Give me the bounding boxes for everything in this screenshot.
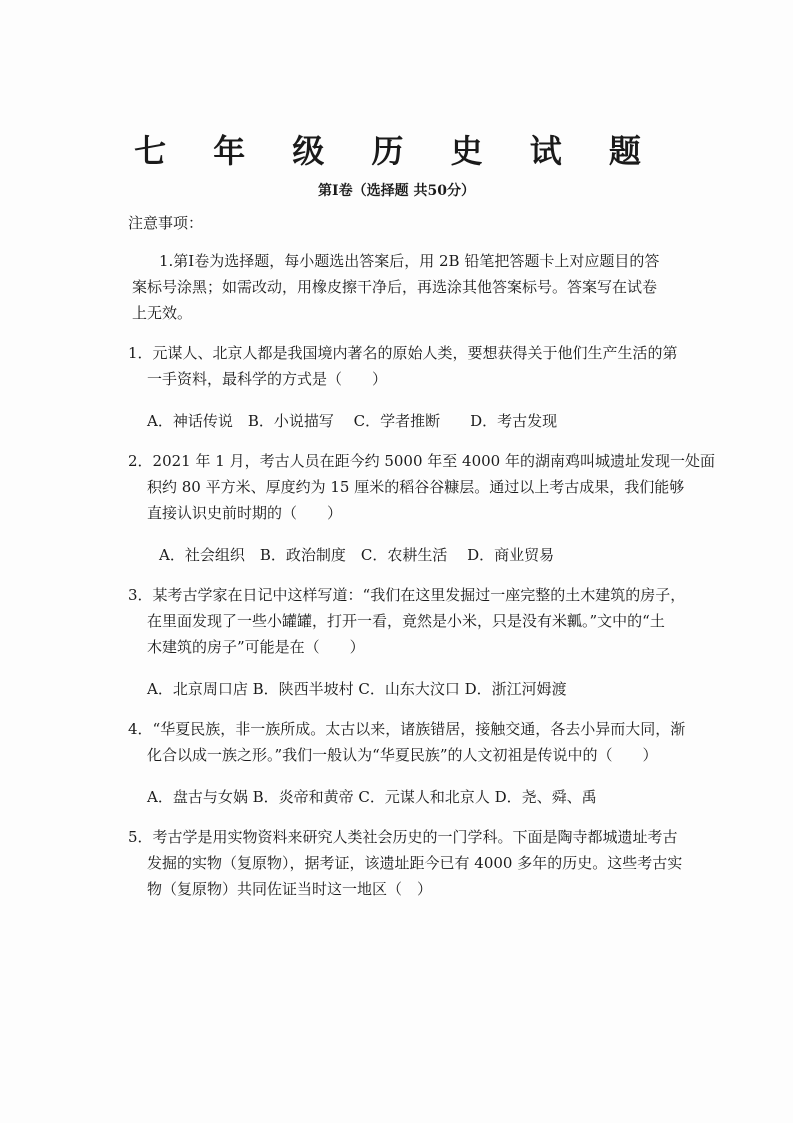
question-2-line-3: 直接认识史前时期的（ ） [147,504,343,522]
question-3-line-3: 木建筑的房子”可能是在（ ） [147,638,365,656]
question-2-options: A．社会组织 B．政治制度 C．农耕生活 D．商业贸易 [159,546,555,564]
question-3-options: A．北京周口店 B．陕西半坡村 C．山东大汶口 D．浙江河姆渡 [147,680,567,698]
section-subtitle: 第Ⅰ卷（选择题 共50分） [318,183,475,199]
question-1-line-2: 一手资料，最科学的方式是（ ） [147,370,388,388]
question-5-line-2: 发掘的实物（复原物），据考证，该遗址距今已有 4000 多年的历史。这些考古实 [147,854,683,872]
question-5-line-1: 5．考古学是用实物资料来研究人类社会历史的一门学科。下面是陶寺都城遗址考古 [128,828,678,846]
question-4-options: A．盘古与女娲 B．炎帝和黄帝 C．元谋人和北京人 D．尧、舜、禹 [147,788,597,806]
notice-line-1: 1.第Ⅰ卷为选择题，每小题选出答案后，用 2B 铅笔把答题卡上对应题目的答 [159,252,660,270]
notice-line-3: 上无效。 [132,304,193,322]
page-title: 七 年 级 历 史 试 题 [134,132,659,170]
question-3-line-1: 3．某考古学家在日记中这样写道：“我们在这里发掘过一座完整的土木建筑的房子， [128,586,686,604]
notice-line-2: 案标号涂黑；如需改动，用橡皮擦干净后，再选涂其他答案标号。答案写在试卷 [132,278,658,296]
notice-heading: 注意事项： [128,214,204,232]
question-3-line-2: 在里面发现了一些小罐罐，打开一看，竟然是小米，只是没有米瓤。”文中的“土 [147,612,665,630]
question-4-line-2: 化合以成一族之形。”我们一般认为“华夏民族”的人文初祖是传说中的（ ） [147,746,658,764]
question-2-line-1: 2．2021 年 1 月，考古人员在距今约 5000 年至 4000 年的湖南鸡叫城遗址发现一处面 [128,452,715,470]
question-1-line-1: 1．元谋人、北京人都是我国境内著名的原始人类，要想获得关于他们生产生活的第 [128,344,678,362]
question-5-line-3: 物（复原物）共同佐证当时这一地区（ ） [147,880,433,898]
question-1-options: A．神话传说 B．小说描写 C．学者推断 D．考古发现 [147,412,558,430]
question-4-line-1: 4．“华夏民族，非一族所成。太古以来，诸族错居，接触交通，各去小异而大同，渐 [128,720,686,738]
question-2-line-2: 积约 80 平方米、厚度约为 15 厘米的稻谷谷糠层。通过以上考古成果，我们能够 [147,478,685,496]
